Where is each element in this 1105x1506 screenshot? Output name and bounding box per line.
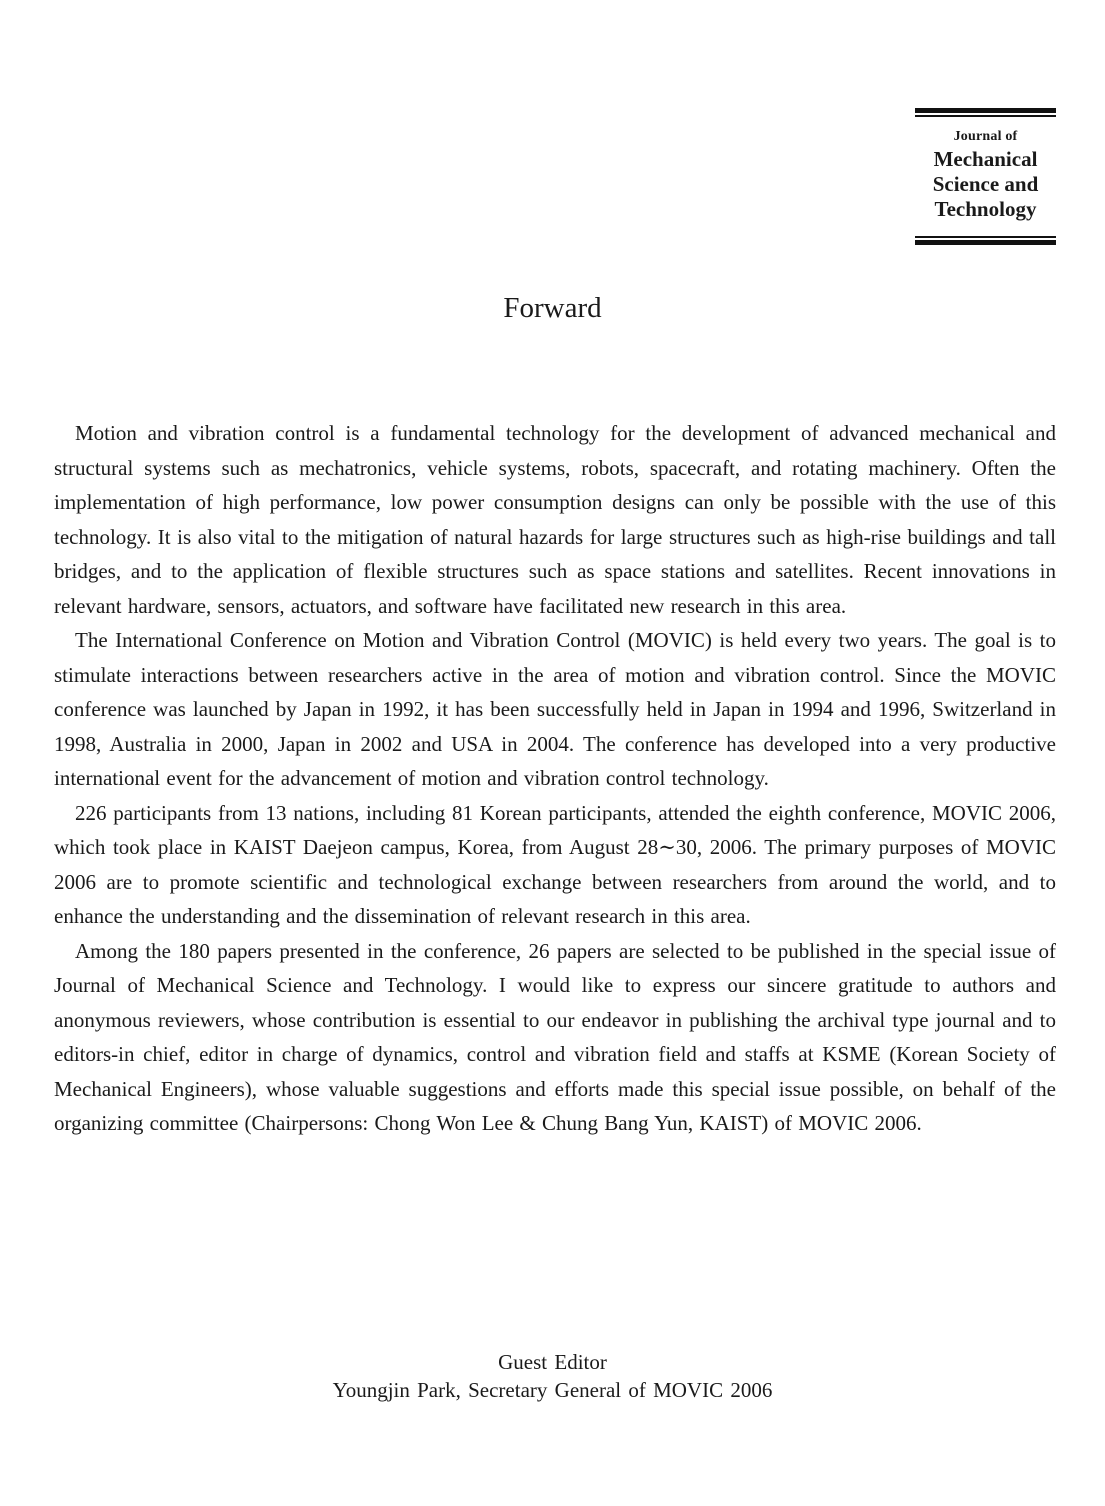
paragraph-2: The International Conference on Motion and Vibration Control (MOVIC) is held every two years. The goal is to stimulate interactions between researchers active in the area of motion and vibration control. Since the MOVIC conference was launched by Japan in 1992, it has been successfully held in Japan in 1994 and 1996, Switzerland in 1998, Australia in 2000, Japan in 2002 and USA in 2004. The conference has developed into a very productive international event for the advancement of motion and vibration control technology. (54, 628, 1056, 790)
paragraph-1: Motion and vibration control is a fundamental technology for the development of advanced mechanical and structural systems such as mechatronics, vehicle systems, robots, spacecraft, and rotating machinery. Often the implementation of high performance, low power consumption designs can only be possible with the use of this technology. It is also vital to the mitigation of natural hazards for large structures such as high-rise buildings and tall bridges, and to the application of flexible structures such as space stations and satellites. Recent innovations in relevant hardware, sensors, actuators, and software have facilitated new research in this area. (54, 421, 1056, 618)
journal-logo-line-mechanical: Mechanical (933, 147, 1038, 171)
page-title: Forward (503, 292, 602, 324)
body-text (54, 416, 1056, 1141)
signature-role: Guest Editor (498, 1350, 607, 1374)
journal-logo-line-technology: Technology (934, 197, 1037, 221)
logo-bottom-rule-thick (915, 240, 1056, 245)
paragraph-3: 226 participants from 13 nations, including 81 Korean participants, attended the eighth conference, MOVIC 2006, which took place in KAIST Daejeon campus, Korea, from August 28∼30, 2006. The primary purposes of MOVIC 2006 are to promote scientific and technological exchange between researchers from around the world, and to enhance the understanding and the dissemination of relevant research in this area. (54, 800, 1056, 928)
journal-logo (915, 108, 1056, 245)
signature-block (0, 1348, 1105, 1404)
signature-name: Youngjin Park, Secretary General of MOVIC 2006 (332, 1378, 773, 1402)
logo-bottom-rule-thin (915, 236, 1056, 238)
journal-logo-prefix: Journal of (953, 129, 1018, 144)
journal-logo-line-science: Science and (932, 172, 1039, 196)
logo-top-rule-thick (915, 108, 1056, 113)
logo-top-rule-thin (915, 115, 1056, 117)
paragraph-4: Among the 180 papers presented in the conference, 26 papers are selected to be published in the special issue of Journal of Mechanical Science and Technology. I would like to express our sincere gratitude to authors and anonymous reviewers, whose contribution is essential to our endeavor in publishing the archival type journal and to editors-in chief, editor in charge of dynamics, control and vibration field and staffs at KSME (Korean Society of Mechanical Engineers), whose valuable suggestions and efforts made this special issue possible, on behalf of the organizing committee (Chairpersons: Chong Won Lee & Chung Bang Yun, KAIST) of MOVIC 2006. (54, 938, 1056, 1135)
journal-logo-name (915, 147, 1056, 222)
